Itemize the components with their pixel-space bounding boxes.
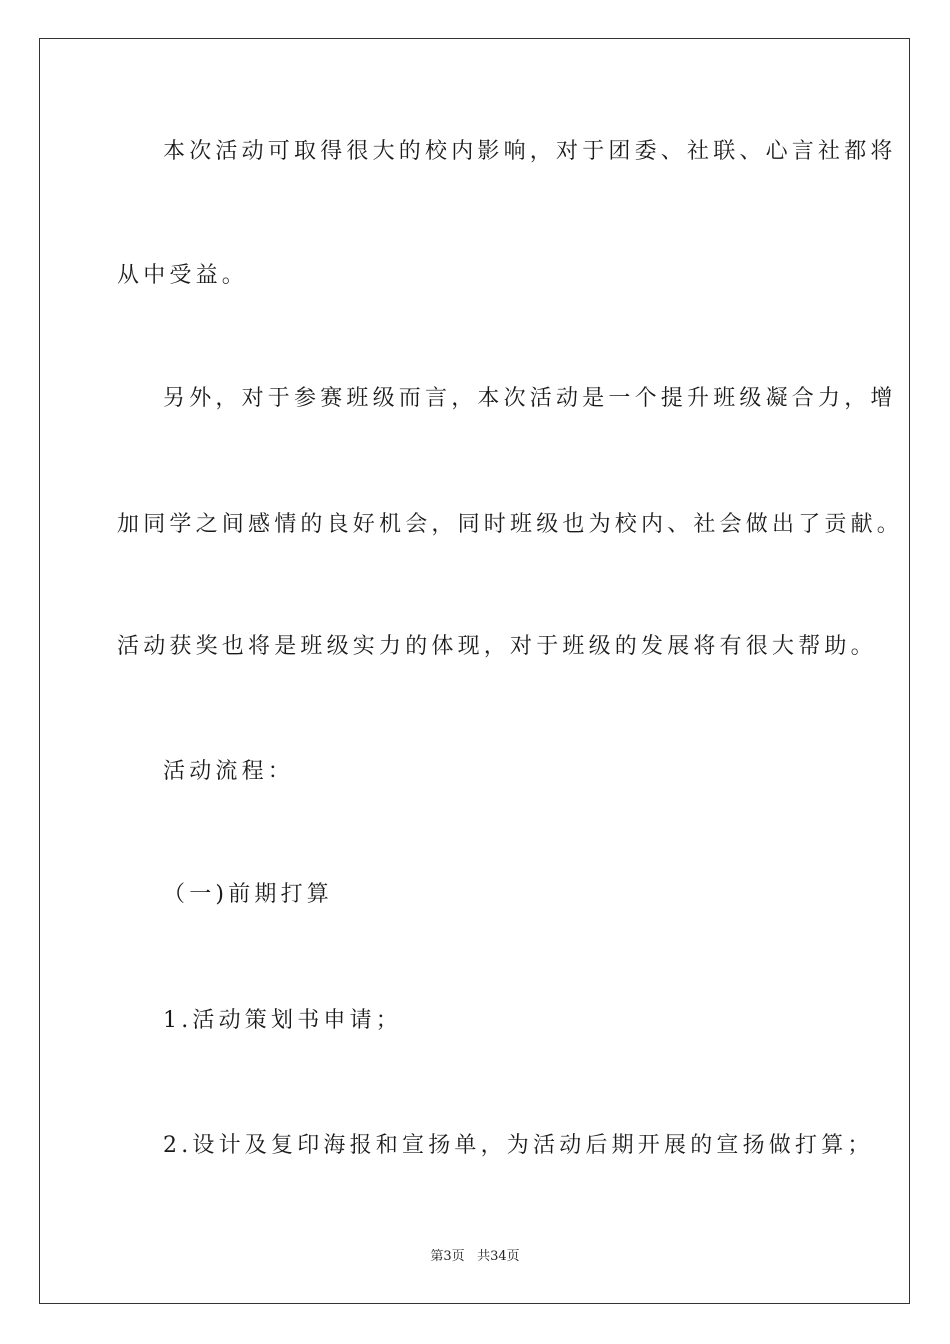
paragraph-line-4: 加同学之间感情的良好机会，同时班级也为校内、社会做出了贡献。 <box>117 512 904 537</box>
page-number: 第3页 <box>430 1249 465 1264</box>
page-frame <box>39 38 910 1304</box>
subsection-heading: （一)前期打算 <box>163 882 333 907</box>
page-footer <box>0 1245 950 1264</box>
paragraph-line-1: 本次活动可取得很大的校内影响，对于团委、社联、心言社都将 <box>163 139 897 164</box>
list-item-1: 1.活动策划书申请； <box>163 1008 402 1033</box>
list-item-2: 2.设计及复印海报和宣扬单，为活动后期开展的宣扬做打算； <box>163 1133 874 1158</box>
page-total: 共34页 <box>477 1249 520 1264</box>
paragraph-line-3: 另外，对于参赛班级而言，本次活动是一个提升班级凝合力，增 <box>163 386 897 411</box>
paragraph-line-5: 活动获奖也将是班级实力的体现，对于班级的发展将有很大帮助。 <box>117 634 877 659</box>
section-heading: 活动流程： <box>163 759 295 784</box>
paragraph-line-2: 从中受益。 <box>117 263 249 288</box>
